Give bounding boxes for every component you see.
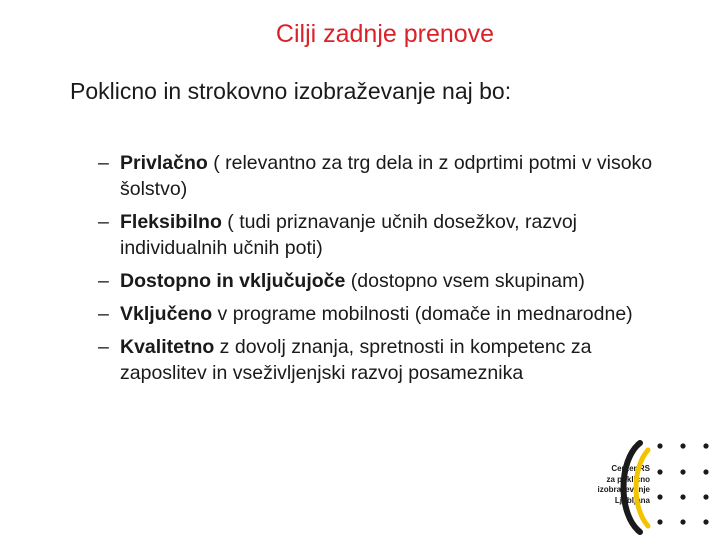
- bullet-dash: –: [98, 303, 109, 325]
- bullet-keyword: Dostopno in vključujoče: [120, 270, 346, 292]
- bullet-dash: –: [98, 270, 109, 292]
- logo-line: izobraževanje: [597, 485, 650, 494]
- bullet-keyword: Vključeno: [120, 303, 213, 325]
- logo-line: za poklicno: [606, 474, 650, 484]
- bullet-text: z dovolj znanja, spretnosti in kompetenc za zaposlitev in vseživljenjski razvoj posameznika: [120, 336, 592, 384]
- bullet-item: [98, 268, 658, 294]
- bullet-dash: –: [98, 152, 109, 174]
- cpi-logo: [540, 440, 715, 535]
- bullet-text: (dostopno vsem skupinam): [345, 270, 585, 292]
- bullet-item: [98, 209, 658, 261]
- slide-subtitle: Poklicno in strokovno izobraževanje naj bo:: [70, 78, 512, 104]
- logo-dots: [657, 443, 708, 524]
- bullet-text: v programe mobilnosti (domače in mednarodne): [212, 303, 633, 325]
- bullet-keyword: Privlačno: [120, 152, 208, 174]
- bullet-item: [98, 334, 658, 386]
- bullet-list: [98, 150, 658, 393]
- logo-line: Ljubljana: [614, 495, 650, 505]
- bullet-text: ( relevantno za trg dela in z odprtimi potmi v visoko šolstvo): [120, 152, 653, 200]
- bullet-keyword: Fleksibilno: [120, 211, 222, 233]
- bullet-item: [98, 150, 658, 202]
- bullet-keyword: Kvalitetno: [120, 336, 215, 358]
- slide-title: Cilji zadnje prenove: [275, 20, 495, 48]
- logo-arc-yellow: [636, 450, 648, 526]
- logo-graphic: [540, 440, 715, 535]
- bullet-dash: –: [98, 336, 109, 358]
- logo-line: Center RS: [611, 464, 650, 473]
- bullet-item: [98, 301, 658, 327]
- bullet-text: ( tudi priznavanje učnih dosežkov, razvoj individualnih učnih poti): [120, 211, 578, 259]
- bullet-dash: –: [98, 211, 109, 233]
